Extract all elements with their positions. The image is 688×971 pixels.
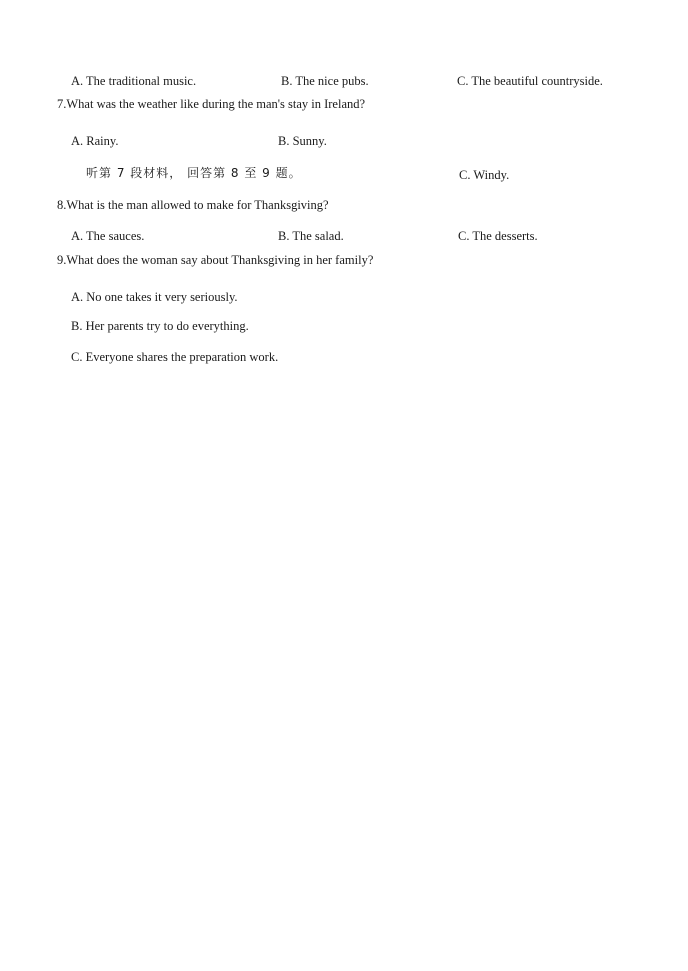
section-instruction: 听第 7 段材料， 回答第 8 至 9 题。 — [86, 166, 302, 180]
q6-option-a: A. The traditional music. — [71, 74, 197, 88]
q7-option-b: B. Sunny. — [278, 134, 327, 148]
q7-question: 7.What was the weather like during the man's stay in Ireland? — [57, 97, 366, 111]
q7-option-a: A. Rainy. — [71, 134, 119, 148]
q9-question: 9.What does the woman say about Thanksgiving in her family? — [57, 253, 374, 267]
q9-option-a: A. No one takes it very seriously. — [71, 290, 238, 304]
q7-option-c: C. Windy. — [459, 168, 510, 182]
q8-option-b: B. The salad. — [278, 229, 344, 243]
q9-option-b: B. Her parents try to do everything. — [71, 319, 249, 333]
q6-option-b: B. The nice pubs. — [281, 74, 369, 88]
q8-option-c: C. The desserts. — [458, 229, 538, 243]
q8-question: 8.What is the man allowed to make for Thanksgiving? — [57, 198, 329, 212]
q6-option-c: C. The beautiful countryside. — [457, 74, 603, 88]
q8-option-a: A. The sauces. — [71, 229, 145, 243]
q9-option-c: C. Everyone shares the preparation work. — [71, 350, 279, 364]
